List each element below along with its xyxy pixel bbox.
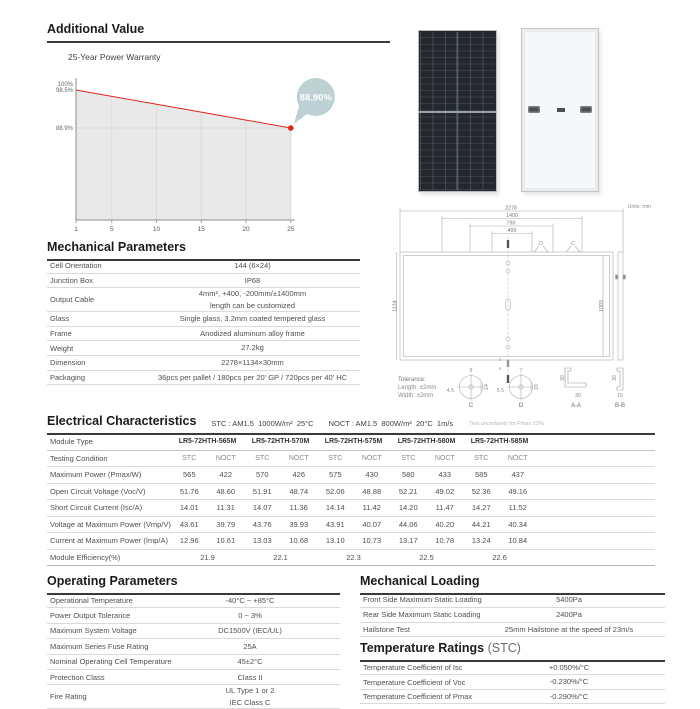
param-value (160, 685, 340, 708)
param-label: Dimension (50, 358, 86, 368)
electrical-data-row (47, 467, 655, 484)
value-group (463, 536, 536, 545)
param-value-line: 25mm Hailstone at the speed of 23m/s (504, 624, 634, 634)
electrical-value: 12.96 (179, 536, 199, 546)
module-back-photo (521, 28, 599, 192)
efficiency-value: 22.1 (273, 552, 288, 562)
electrical-characteristics-table (47, 434, 655, 566)
condition-group (244, 455, 317, 462)
module-type-value: LR5-72HTH-570M (251, 438, 310, 446)
electrical-value: 14.14 (325, 503, 345, 513)
condition-header: NOCT (434, 454, 455, 462)
electrical-value: 11.47 (435, 503, 454, 513)
dim-mount-400: 400 (507, 228, 517, 234)
electrical-value: 565 (182, 470, 196, 480)
electrical-value: 10.61 (216, 536, 236, 546)
y-axis-label: 88.9% (55, 125, 73, 132)
condition-group (463, 455, 536, 462)
value-group (463, 520, 536, 529)
mechanical-row (47, 341, 360, 356)
efficiency-row (47, 550, 655, 567)
mechanical-loading-table (360, 593, 665, 637)
param-value (160, 656, 340, 667)
value-group (171, 487, 244, 496)
section-bb-caption: B-B (614, 403, 626, 409)
param-value-line: 36pcs per pallet / 180pcs per 20' GP / 720pcs per 40' HC (157, 372, 348, 382)
param-value-line: 2400Pa (556, 610, 582, 620)
param-value (473, 609, 665, 620)
module-type-value: LR5-72HTH-565M (178, 438, 237, 446)
loading-row (360, 623, 665, 638)
dimension-drawing (393, 200, 693, 415)
value-group (244, 503, 317, 512)
mechanical-row (47, 288, 360, 312)
electrical-param-label: Voltage at Maximum Power (Vmp/V) (50, 519, 171, 529)
value-group (244, 487, 317, 496)
value-group (317, 503, 390, 512)
param-label: Nominal Operating Cell Temperature (50, 657, 172, 667)
detail-d-top-dim: 7 (519, 368, 523, 374)
operating-parameters-table (47, 593, 340, 709)
efficiency-value: 21.9 (200, 552, 215, 562)
condition-header: STC (255, 454, 270, 462)
electrical-value: 13.17 (398, 536, 418, 546)
param-value-line: -0.290%/°C (549, 691, 589, 701)
electrical-value: 14.01 (179, 503, 199, 513)
electrical-value: 10.84 (508, 536, 528, 546)
electrical-value: 11.42 (362, 503, 381, 513)
operating-row (47, 655, 340, 670)
value-group (463, 470, 536, 479)
temperature-row (360, 661, 665, 675)
value-group (317, 536, 390, 545)
module-type-value: LR5-72HTH-585M (470, 438, 529, 446)
param-value-line: IP68 (244, 275, 261, 285)
param-label: Cell Orientation (50, 261, 102, 271)
electrical-value: 51.76 (179, 486, 199, 496)
x-axis-label: 10 (152, 226, 161, 233)
drawing-units-label: Units: mm (627, 204, 651, 210)
param-label: Weight (50, 343, 74, 353)
section-title-additional-value: Additional Value (47, 22, 390, 43)
electrical-value: 48.74 (289, 486, 309, 496)
detail-d-side-dim: 10 (534, 384, 540, 390)
param-label: Junction Box (50, 276, 93, 286)
param-value (145, 275, 360, 286)
value-group (317, 520, 390, 529)
loading-row (360, 593, 665, 608)
detail-c-left-dim: 4.5 (446, 388, 454, 394)
detail-d-left-dim: 5.5 (496, 388, 504, 394)
value-group (244, 470, 317, 479)
module-type-value: LR5-72HTH-580M (397, 438, 456, 446)
electrical-param-label: Maximum Power (Pmax/W) (50, 470, 142, 480)
value-group (390, 487, 463, 496)
condition-header: NOCT (215, 454, 236, 462)
dim-width-2278: 2278 (505, 205, 517, 212)
value-group (463, 487, 536, 496)
mechanical-row (47, 356, 360, 371)
param-value-line: UL Type 1 or 2 (225, 686, 275, 696)
electrical-value: 39.93 (289, 519, 309, 529)
param-label: Protection Class (50, 672, 105, 682)
x-axis-label: 1 (74, 226, 78, 233)
condition-header: STC (182, 454, 197, 462)
testing-condition-label: Testing Condition (50, 453, 108, 463)
x-axis-label: 20 (242, 226, 250, 233)
detail-c-caption: C (468, 403, 474, 409)
param-label: Output Cable (50, 295, 95, 305)
temperature-row (360, 690, 665, 704)
param-value-line: 2278×1134×30mm (221, 358, 284, 368)
param-label: Operational Temperature (50, 595, 133, 605)
electrical-value: 52.21 (398, 486, 418, 496)
value-group (317, 487, 390, 496)
param-value-line: +0.050%/°C (548, 663, 590, 673)
dim-mount-height-1093: 1093 (599, 300, 605, 312)
value-group (317, 470, 390, 479)
param-value (145, 342, 360, 353)
mechanical-row (47, 274, 360, 289)
param-value-line: Single glass, 3.2mm coated tempered glass (179, 314, 326, 324)
noct-condition: NOCT : AM1.5 800W/m² 20°C 1m/s (328, 419, 454, 428)
operating-row (47, 685, 340, 709)
tolerance-length: Length: ±2mm (398, 385, 437, 391)
electrical-value: 43.76 (252, 519, 272, 529)
operating-row (47, 624, 340, 639)
electrical-value: 10.73 (362, 536, 382, 546)
electrical-value: 433 (438, 470, 451, 480)
condition-group (317, 455, 390, 462)
small-dim-a: 4 (498, 357, 501, 362)
electrical-data-row (47, 517, 655, 534)
y-axis-label: 98.5% (55, 88, 73, 94)
electrical-value: 48.88 (362, 486, 382, 496)
condition-header: STC (328, 454, 343, 462)
temperature-title-bold: Temperature Ratings (360, 641, 485, 655)
value-group (171, 536, 244, 545)
electrical-value: 13.03 (252, 536, 272, 546)
electrical-param-label: Current at Maximum Power (Imp/A) (50, 536, 168, 546)
operating-row (47, 639, 340, 654)
param-value-line: 25A (243, 641, 257, 651)
condition-header: STC (474, 454, 489, 462)
param-value (160, 641, 340, 652)
param-value (145, 288, 360, 311)
param-label: Power Output Tolerance (50, 611, 131, 621)
electrical-value: 11.36 (289, 503, 308, 513)
electrical-value: 14.07 (252, 503, 272, 513)
value-group (244, 536, 317, 545)
operating-row (47, 593, 340, 608)
detail-c-side-dim: 14 (484, 384, 490, 390)
value-group (390, 536, 463, 545)
electrical-value: 10.78 (435, 536, 455, 546)
electrical-value: 48.60 (216, 486, 236, 496)
testing-condition-row (47, 451, 655, 468)
param-value (145, 328, 360, 339)
electrical-value: 14.27 (471, 503, 491, 513)
mechanical-row (47, 371, 360, 386)
section-title-temperature-ratings (360, 641, 665, 662)
warranty-end-point (288, 125, 294, 131)
temperature-row (360, 675, 665, 689)
electrical-value: 49.16 (508, 486, 528, 496)
electrical-value: 39.79 (216, 519, 236, 529)
module-type-label: Module Type (50, 437, 93, 447)
electrical-value: 13.24 (471, 536, 491, 546)
param-label: Front Side Maximum Static Loading (363, 595, 482, 605)
callout-value: 88.90% (299, 92, 332, 104)
param-label: Temperature Coefficient of Voc (363, 677, 466, 687)
mechanical-parameters-table (47, 259, 360, 385)
param-value (145, 357, 360, 368)
pmax-uncertainty-note: Test uncertainty for Pmax ±3% (469, 421, 544, 427)
electrical-value: 13.10 (325, 536, 345, 546)
temperature-ratings-table (360, 661, 665, 704)
electrical-value: 585 (474, 470, 488, 480)
param-value (473, 624, 665, 635)
electrical-value: 40.34 (508, 519, 528, 529)
condition-header: NOCT (288, 454, 309, 462)
electrical-value: 422 (219, 470, 232, 480)
param-value (145, 313, 360, 324)
param-value-line: 144 (6×24) (234, 261, 271, 271)
module-type-row (47, 434, 655, 451)
condition-header: NOCT (361, 454, 382, 462)
electrical-value: 43.61 (179, 519, 199, 529)
param-value-line: 27.2kg (241, 343, 264, 353)
temperature-title-stc: (STC) (484, 641, 521, 655)
junction-bracket-left (528, 106, 540, 113)
electrical-value: 426 (292, 470, 305, 480)
electrical-value: 570 (255, 470, 269, 480)
section-header-electrical (47, 414, 655, 435)
condition-group (390, 455, 463, 462)
electrical-value: 430 (365, 470, 378, 480)
param-value-line: Class II (237, 672, 263, 682)
efficiency-value: 22.3 (346, 552, 361, 562)
electrical-value: 575 (328, 470, 342, 480)
tolerance-width: Width: ±2mm (398, 393, 434, 399)
electrical-value: 11.31 (216, 503, 235, 513)
param-value-line: DC1500V (IEC/UL) (218, 626, 282, 636)
value-group (463, 503, 536, 512)
module-front-photo (418, 30, 497, 192)
x-axis-label: 15 (197, 226, 205, 233)
electrical-param-label: Open Circuit Voltage (Voc/V) (50, 486, 146, 496)
param-label: Rear Side Maximum Static Loading (363, 610, 481, 620)
section-bb-width: 15 (617, 393, 623, 399)
param-value (160, 625, 340, 636)
param-label: Maximum System Voltage (50, 626, 137, 636)
electrical-value: 10.68 (289, 536, 309, 546)
param-value (473, 691, 665, 702)
mechanical-row (47, 259, 360, 274)
electrical-param-label: Short Circuit Current (Isc/A) (50, 503, 143, 513)
value-group (244, 520, 317, 529)
section-title-mechanical-loading: Mechanical Loading (360, 574, 665, 595)
electrical-value: 14.20 (398, 503, 418, 513)
module-type-value: LR5-72HTH-575M (324, 438, 383, 446)
section-title-mechanical-parameters: Mechanical Parameters (47, 240, 360, 261)
electrical-value: 44.06 (398, 519, 418, 529)
param-value-line: 5400Pa (556, 595, 582, 605)
param-value (160, 610, 340, 621)
section-aa-caption: A-A (570, 403, 582, 409)
param-value-line: 45±2°C (237, 657, 263, 667)
warranty-chart (40, 60, 350, 242)
section-title-operating-parameters: Operating Parameters (47, 574, 340, 595)
section-aa-depth: 30 (560, 375, 566, 381)
electrical-value: 51.91 (252, 486, 272, 496)
param-value-line: 4mm², +400, -200mm/±1400mm (198, 289, 307, 299)
marker-d: D (539, 241, 543, 247)
operating-row (47, 670, 340, 685)
param-value-line: IEC Class C (229, 697, 271, 707)
junction-bracket-right (580, 106, 592, 113)
electrical-value: 437 (511, 470, 524, 480)
small-dim-b: 4 (498, 366, 501, 371)
param-value (160, 595, 340, 606)
param-value-line: Anodized aluminum alloy frame (200, 328, 305, 338)
electrical-value: 43.91 (325, 519, 345, 529)
marker-c: C (571, 241, 575, 247)
efficiency-label: Module Efficiency(%) (50, 552, 121, 562)
electrical-value: 11.52 (508, 503, 527, 513)
param-label: Frame (50, 328, 72, 338)
param-value (145, 260, 360, 271)
junction-box (557, 108, 565, 112)
mechanical-row (47, 312, 360, 327)
condition-header: STC (401, 454, 416, 462)
detail-c-top-dim: 9 (469, 368, 473, 374)
param-value (160, 672, 340, 683)
electrical-data-row (47, 484, 655, 501)
condition-group (171, 455, 244, 462)
value-group (171, 520, 244, 529)
x-axis-label: 5 (109, 226, 114, 233)
param-label: Glass (50, 314, 70, 324)
electrical-data-row (47, 533, 655, 550)
section-aa-width: 30 (575, 393, 581, 399)
loading-row (360, 608, 665, 623)
electrical-value: 52.06 (325, 486, 345, 496)
param-label: Fire Rating (50, 692, 87, 702)
electrical-value: 44.21 (471, 519, 491, 529)
param-value-line: length can be customized (209, 300, 296, 310)
efficiency-value: 22.5 (419, 552, 434, 562)
operating-row (47, 608, 340, 623)
param-label: Packaging (50, 372, 86, 382)
electrical-value: 52.36 (471, 486, 491, 496)
param-label: Temperature Coefficient of Pmax (363, 691, 473, 701)
value-group (390, 470, 463, 479)
section-bb-depth: 30 (612, 375, 618, 381)
electrical-value: 40.07 (362, 519, 382, 529)
x-axis-label: 25 (287, 226, 295, 233)
detail-d-caption: D (518, 403, 524, 409)
value-group (390, 503, 463, 512)
param-value (473, 676, 665, 687)
module-middle-divider (419, 111, 496, 113)
value-group (171, 503, 244, 512)
param-value-line: -40°C ~ +85°C (225, 595, 275, 605)
tolerance-title: Tolerance: (398, 377, 426, 383)
param-label: Hailstone Test (363, 624, 410, 634)
mechanical-row (47, 327, 360, 342)
param-label: Temperature Coefficient of Isc (363, 663, 463, 673)
param-value-line: 0 ~ 3% (238, 610, 262, 620)
section-title-electrical: Electrical Characteristics (47, 414, 197, 428)
param-value (473, 662, 665, 673)
dim-mount-790: 790 (506, 220, 516, 227)
stc-condition: STC : AM1.5 1000W/m² 25°C (211, 419, 314, 428)
dim-mount-1400: 1400 (506, 213, 518, 219)
dim-height-1134: 1134 (392, 300, 399, 312)
param-value (145, 372, 360, 383)
value-group (171, 470, 244, 479)
param-value-line: -0.230%/°C (549, 677, 589, 687)
electrical-value: 580 (401, 470, 415, 480)
condition-header: NOCT (507, 454, 528, 462)
value-group (390, 520, 463, 529)
efficiency-value: 22.6 (492, 552, 507, 562)
electrical-value: 40.20 (435, 519, 455, 529)
param-value (473, 594, 665, 605)
electrical-value: 49.02 (435, 486, 455, 496)
warranty-chart-title: 25-Year Power Warranty (68, 52, 161, 62)
y-axis-label: 100% (57, 82, 73, 89)
electrical-data-row (47, 500, 655, 517)
param-label: Maximum Series Fuse Rating (50, 641, 149, 651)
